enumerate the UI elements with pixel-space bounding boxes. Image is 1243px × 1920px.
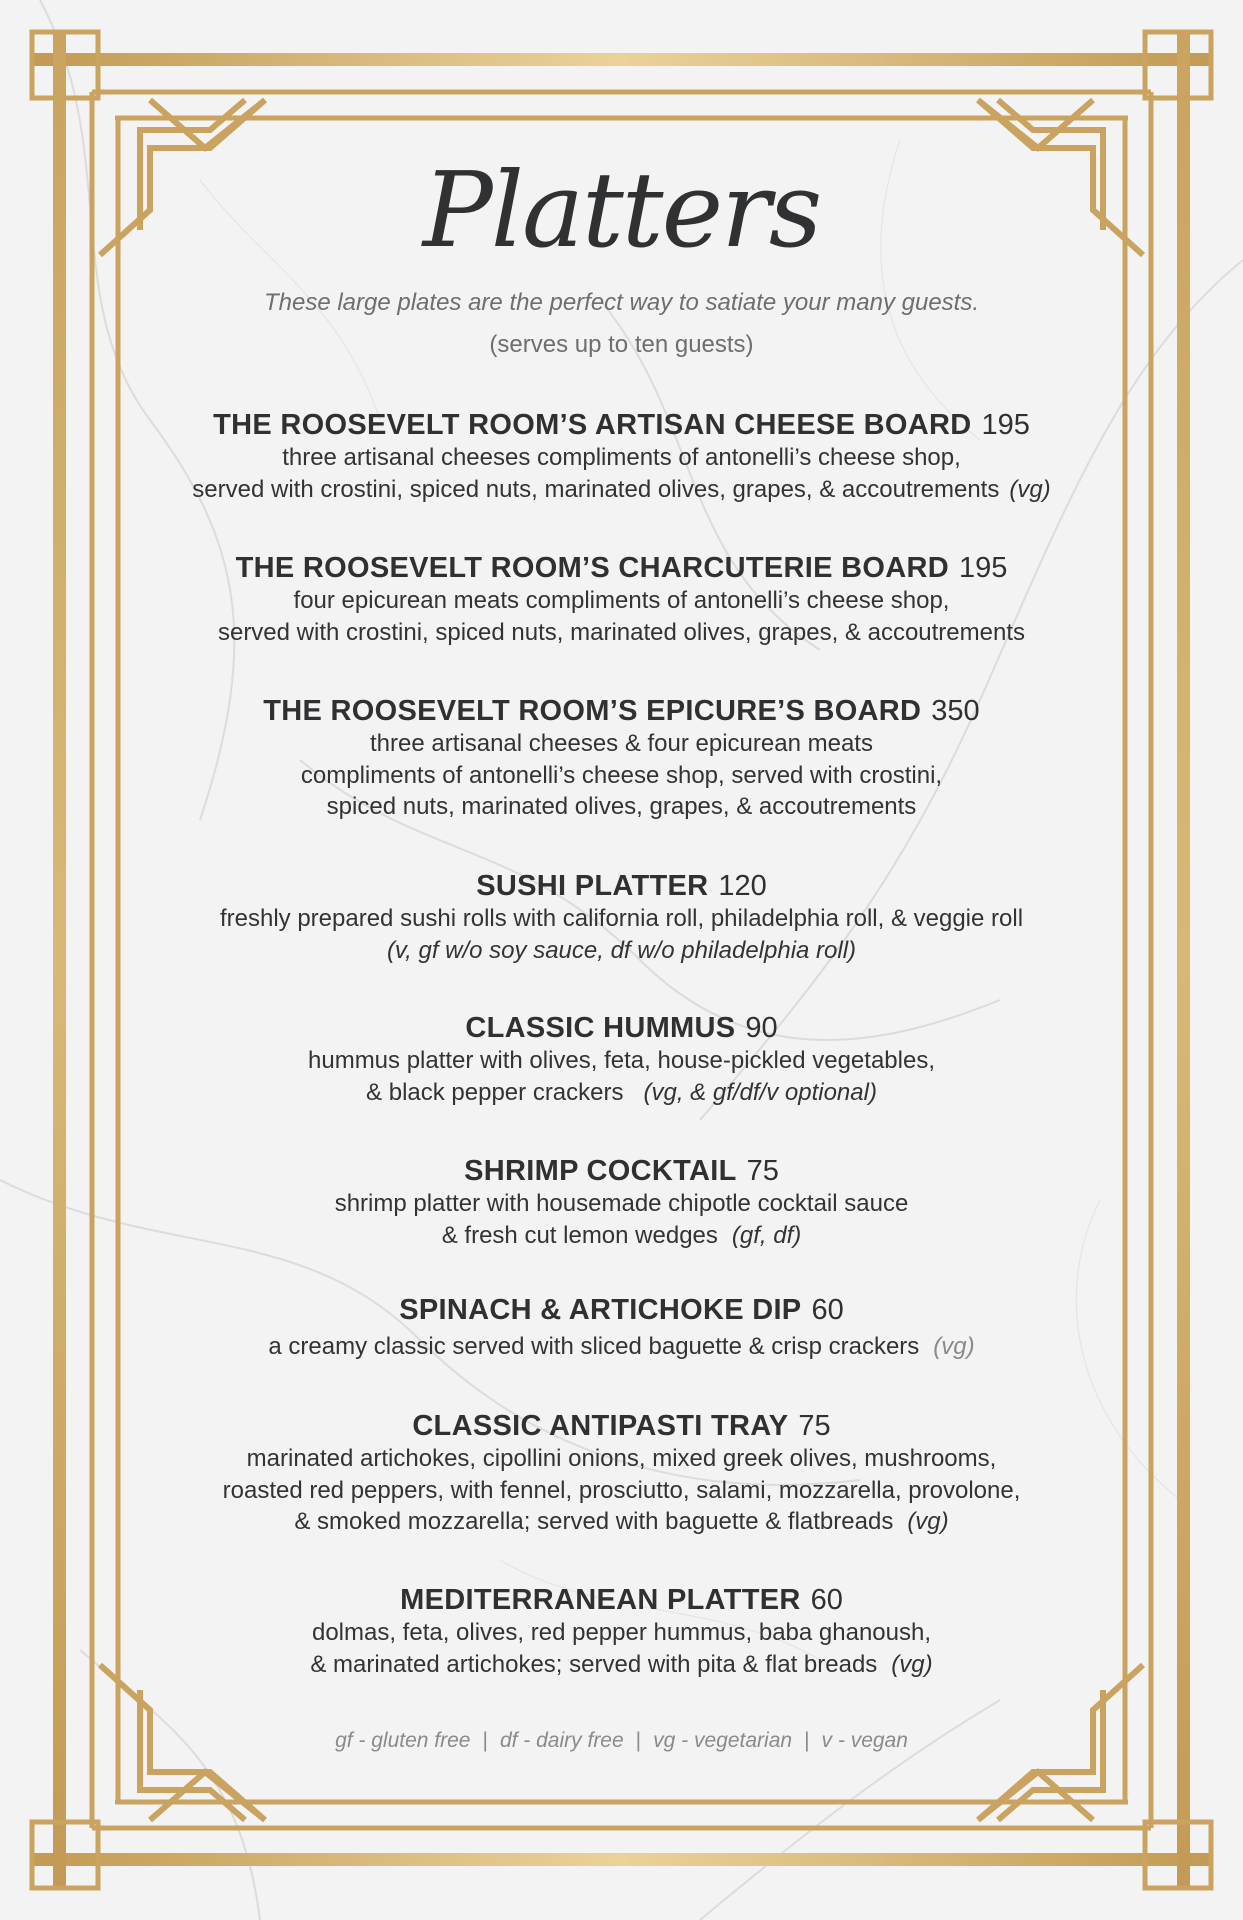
item-description: three artisanal cheeses compliments of antonelli’s cheese shop, [282, 444, 961, 471]
item-description-text: served with crostini, spiced nuts, marinated olives, grapes, & accoutrements [192, 475, 1000, 503]
item-price: 195 [958, 552, 1008, 584]
legend-separator: | [804, 1729, 810, 1752]
item-description: served with crostini, spiced nuts, marinated olives, grapes, & accoutrements [217, 618, 1026, 646]
item-name: SHRIMP COCKTAIL [464, 1155, 737, 1187]
legend-df: df - dairy free [499, 1729, 624, 1752]
item-heading [130, 694, 1113, 728]
item-price: 350 [931, 695, 980, 727]
dietary-legend [130, 1727, 1113, 1755]
item-heading [130, 1011, 1113, 1045]
item-dietary-note: (vg) [907, 1508, 949, 1535]
item-heading [130, 551, 1113, 585]
item-dietary-note: (v, gf w/o soy sauce, df w/o philadelphia roll) [386, 936, 857, 964]
item-description: three artisanal cheeses & four epicurean meats [370, 730, 873, 757]
legend-separator: | [635, 1729, 642, 1752]
menu-item [130, 551, 1113, 648]
item-description-text: & black pepper crackers [366, 1078, 624, 1106]
item-description-line [130, 1077, 1113, 1109]
menu-serves: (serves up to ten guests) [489, 331, 754, 358]
item-description: hummus platter with olives, feta, house-pickled vegetables, [308, 1047, 935, 1074]
menu-item [130, 1011, 1113, 1108]
item-price: 120 [718, 870, 767, 902]
item-description-line [130, 1220, 1113, 1252]
menu-title: Platters [422, 149, 821, 271]
item-heading [130, 1293, 1113, 1327]
item-description-line [130, 474, 1113, 506]
menu-item [130, 694, 1113, 823]
menu-item [130, 869, 1113, 966]
menu-intro: These large plates are the perfect way to satiate your many guests. [263, 289, 980, 316]
item-price: 90 [745, 1012, 778, 1044]
legend-v: v - vegan [821, 1729, 908, 1752]
item-description: roasted red peppers, with fennel, prosciutto, salami, mozzarella, provolone, [222, 1476, 1021, 1504]
item-heading [130, 1583, 1113, 1617]
item-description-line [130, 1331, 1113, 1363]
menu-item [130, 1154, 1113, 1251]
item-price: 60 [811, 1294, 844, 1326]
item-description-line [130, 1649, 1113, 1681]
legend-separator: | [482, 1729, 488, 1752]
item-description: spiced nuts, marinated olives, grapes, & accoutrements [326, 793, 917, 820]
item-description-line [130, 1506, 1113, 1538]
item-name: THE ROOSEVELT ROOM’S CHARCUTERIE BOARD [235, 552, 949, 584]
item-description: four epicurean meats compliments of antonelli’s cheese shop, [293, 587, 950, 614]
item-description: marinated artichokes, cipollini onions, mixed greek olives, mushrooms, [246, 1445, 997, 1472]
legend-gf: gf - gluten free [335, 1729, 471, 1752]
item-name: CLASSIC HUMMUS [465, 1012, 736, 1044]
item-name: SPINACH & ARTICHOKE DIP [399, 1294, 802, 1326]
item-dietary-note: (gf, df) [731, 1221, 802, 1249]
item-description-text: & smoked mozzarella; served with baguette & flatbreads [294, 1508, 894, 1535]
item-heading [130, 869, 1113, 903]
item-description: freshly prepared sushi rolls with california roll, philadelphia roll, & veggie roll [219, 905, 1024, 932]
item-heading [130, 1409, 1113, 1443]
item-price: 60 [810, 1584, 843, 1616]
item-dietary-note: (vg) [891, 1650, 933, 1678]
item-name: THE ROOSEVELT ROOM’S ARTISAN CHEESE BOARD [213, 409, 972, 441]
item-heading [130, 408, 1113, 442]
legend-vg: vg - vegetarian [653, 1729, 793, 1752]
item-description: shrimp platter with housemade chipotle cocktail sauce [334, 1190, 909, 1217]
item-heading [130, 1154, 1113, 1188]
menu-item [130, 408, 1113, 505]
item-price: 195 [981, 409, 1030, 441]
item-price: 75 [746, 1155, 779, 1187]
item-description-text: & marinated artichokes; served with pita & flat breads [310, 1650, 878, 1678]
item-name: THE ROOSEVELT ROOM’S EPICURE’S BOARD [263, 695, 922, 727]
item-price: 75 [798, 1410, 831, 1442]
menu-item [130, 1409, 1113, 1538]
item-description-text: & fresh cut lemon wedges [441, 1221, 718, 1249]
item-description: compliments of antonelli’s cheese shop, served with crostini, [300, 761, 943, 789]
item-description: dolmas, feta, olives, red pepper hummus, baba ghanoush, [311, 1619, 932, 1646]
menu-item [130, 1583, 1113, 1680]
item-dietary-note: (vg, & gf/df/v optional) [643, 1078, 877, 1106]
item-description-text: a creamy classic served with sliced baguette & crisp crackers [268, 1333, 920, 1360]
item-name: MEDITERRANEAN PLATTER [400, 1584, 801, 1616]
item-name: CLASSIC ANTIPASTI TRAY [412, 1410, 789, 1442]
item-dietary-note: (vg) [1009, 475, 1051, 503]
menu-item [130, 1293, 1113, 1363]
item-name: SUSHI PLATTER [476, 870, 709, 902]
item-dietary-note: (vg) [933, 1333, 975, 1360]
